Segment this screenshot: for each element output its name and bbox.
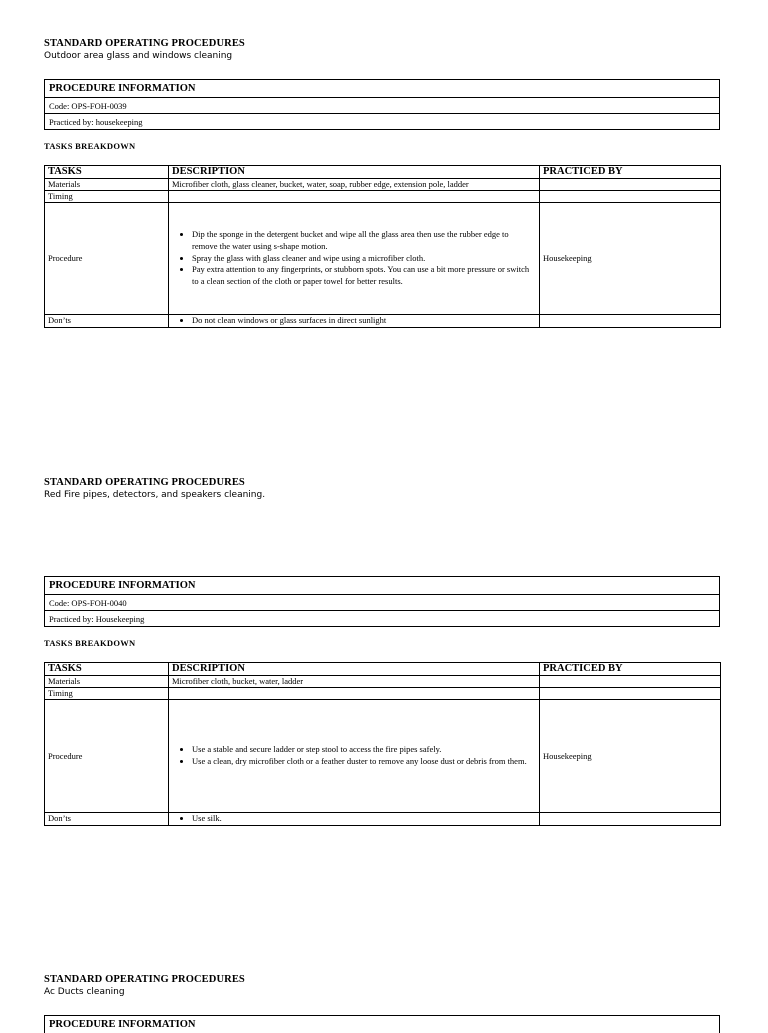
- header-description: DESCRIPTION: [169, 663, 540, 676]
- sop-title: STANDARD OPERATING PROCEDURES: [44, 974, 245, 985]
- practiced-by-cell: [540, 676, 721, 688]
- procedure-steps-list: [172, 744, 536, 768]
- list-item: • Dip the sponge in the detergent bucket and wipe all the glass area then use the rubber edge to remove the water using s-shape motion.: [192, 229, 536, 253]
- procedure-code: Code: OPS-FOH-0040: [45, 594, 719, 610]
- header-tasks: TASKS: [45, 663, 169, 676]
- task-cell: Materials: [45, 179, 169, 191]
- sop-title: STANDARD OPERATING PROCEDURES: [44, 477, 245, 488]
- procedure-info-box: [44, 1015, 720, 1033]
- procedure-practiced-by: Practiced by: Housekeeping: [45, 610, 719, 626]
- sop-section-1: [44, 38, 720, 325]
- table-header-row: [45, 663, 721, 676]
- description-cell: Microfiber cloth, glass cleaner, bucket, water, soap, rubber edge, extension pole, ladder: [169, 179, 540, 191]
- table-row: [45, 700, 721, 813]
- table-row: [45, 688, 721, 700]
- procedure-steps-list: [172, 229, 536, 288]
- sop-title: STANDARD OPERATING PROCEDURES: [44, 38, 245, 49]
- sop-subtitle: Outdoor area glass and windows cleaning: [44, 51, 233, 61]
- task-cell: Procedure: [45, 203, 169, 315]
- sop-section-3: [44, 974, 720, 1030]
- tasks-table: [44, 662, 721, 826]
- sop-subtitle: Red Fire pipes, detectors, and speakers cleaning.: [44, 490, 266, 500]
- tasks-table: [44, 165, 721, 328]
- donts-list: [172, 315, 536, 327]
- procedure-info-heading: PROCEDURE INFORMATION: [49, 83, 196, 94]
- header-practiced-by: PRACTICED BY: [540, 166, 721, 179]
- task-cell: Don’ts: [45, 315, 169, 328]
- task-cell: Procedure: [45, 700, 169, 813]
- task-cell: Don’ts: [45, 813, 169, 826]
- table-row: [45, 191, 721, 203]
- table-row: [45, 676, 721, 688]
- list-item: • Do not clean windows or glass surfaces in direct sunlight: [192, 315, 536, 327]
- sop-section-2: [44, 477, 720, 823]
- procedure-info-box: [44, 79, 720, 130]
- description-cell: [169, 700, 540, 813]
- practiced-by-cell: [540, 179, 721, 191]
- table-header-row: [45, 166, 721, 179]
- description-cell: [169, 191, 540, 203]
- sop-subtitle: Ac Ducts cleaning: [44, 987, 125, 997]
- description-cell: Microfiber cloth, bucket, water, ladder: [169, 676, 540, 688]
- task-cell: Timing: [45, 688, 169, 700]
- list-item: • Use a clean, dry microfiber cloth or a feather duster to remove any loose dust or debris from them.: [192, 756, 536, 768]
- practiced-by-cell: [540, 688, 721, 700]
- list-item: • Spray the glass with glass cleaner and wipe using a microfiber cloth.: [192, 253, 536, 265]
- practiced-by-cell: Housekeeping: [540, 700, 721, 813]
- practiced-by-cell: [540, 813, 721, 826]
- practiced-by-cell: Housekeeping: [540, 203, 721, 315]
- task-cell: Materials: [45, 676, 169, 688]
- table-row: [45, 315, 721, 328]
- procedure-practiced-by: Practiced by: housekeeping: [45, 113, 719, 129]
- task-cell: Timing: [45, 191, 169, 203]
- tasks-breakdown-label: TASKS BREAKDOWN: [44, 141, 136, 151]
- donts-list: [172, 813, 536, 825]
- list-item: • Use silk.: [192, 813, 536, 825]
- description-cell: [169, 203, 540, 315]
- procedure-info-heading: PROCEDURE INFORMATION: [49, 580, 196, 591]
- description-cell: [169, 813, 540, 826]
- list-item: • Use a stable and secure ladder or step stool to access the fire pipes safely.: [192, 744, 536, 756]
- header-practiced-by: PRACTICED BY: [540, 663, 721, 676]
- description-cell: [169, 315, 540, 328]
- table-row: [45, 203, 721, 315]
- practiced-by-cell: [540, 191, 721, 203]
- practiced-by-cell: [540, 315, 721, 328]
- table-row: [45, 813, 721, 826]
- list-item: • Pay extra attention to any fingerprints, or stubborn spots. You can use a bit more pressure or switch to a clean section of the cloth or paper towel for better results.: [192, 264, 536, 288]
- procedure-info-heading: PROCEDURE INFORMATION: [49, 1019, 196, 1030]
- header-tasks: TASKS: [45, 166, 169, 179]
- procedure-code: Code: OPS-FOH-0039: [45, 97, 719, 113]
- header-description: DESCRIPTION: [169, 166, 540, 179]
- description-cell: [169, 688, 540, 700]
- tasks-breakdown-label: TASKS BREAKDOWN: [44, 638, 136, 648]
- table-row: [45, 179, 721, 191]
- procedure-info-box: [44, 576, 720, 627]
